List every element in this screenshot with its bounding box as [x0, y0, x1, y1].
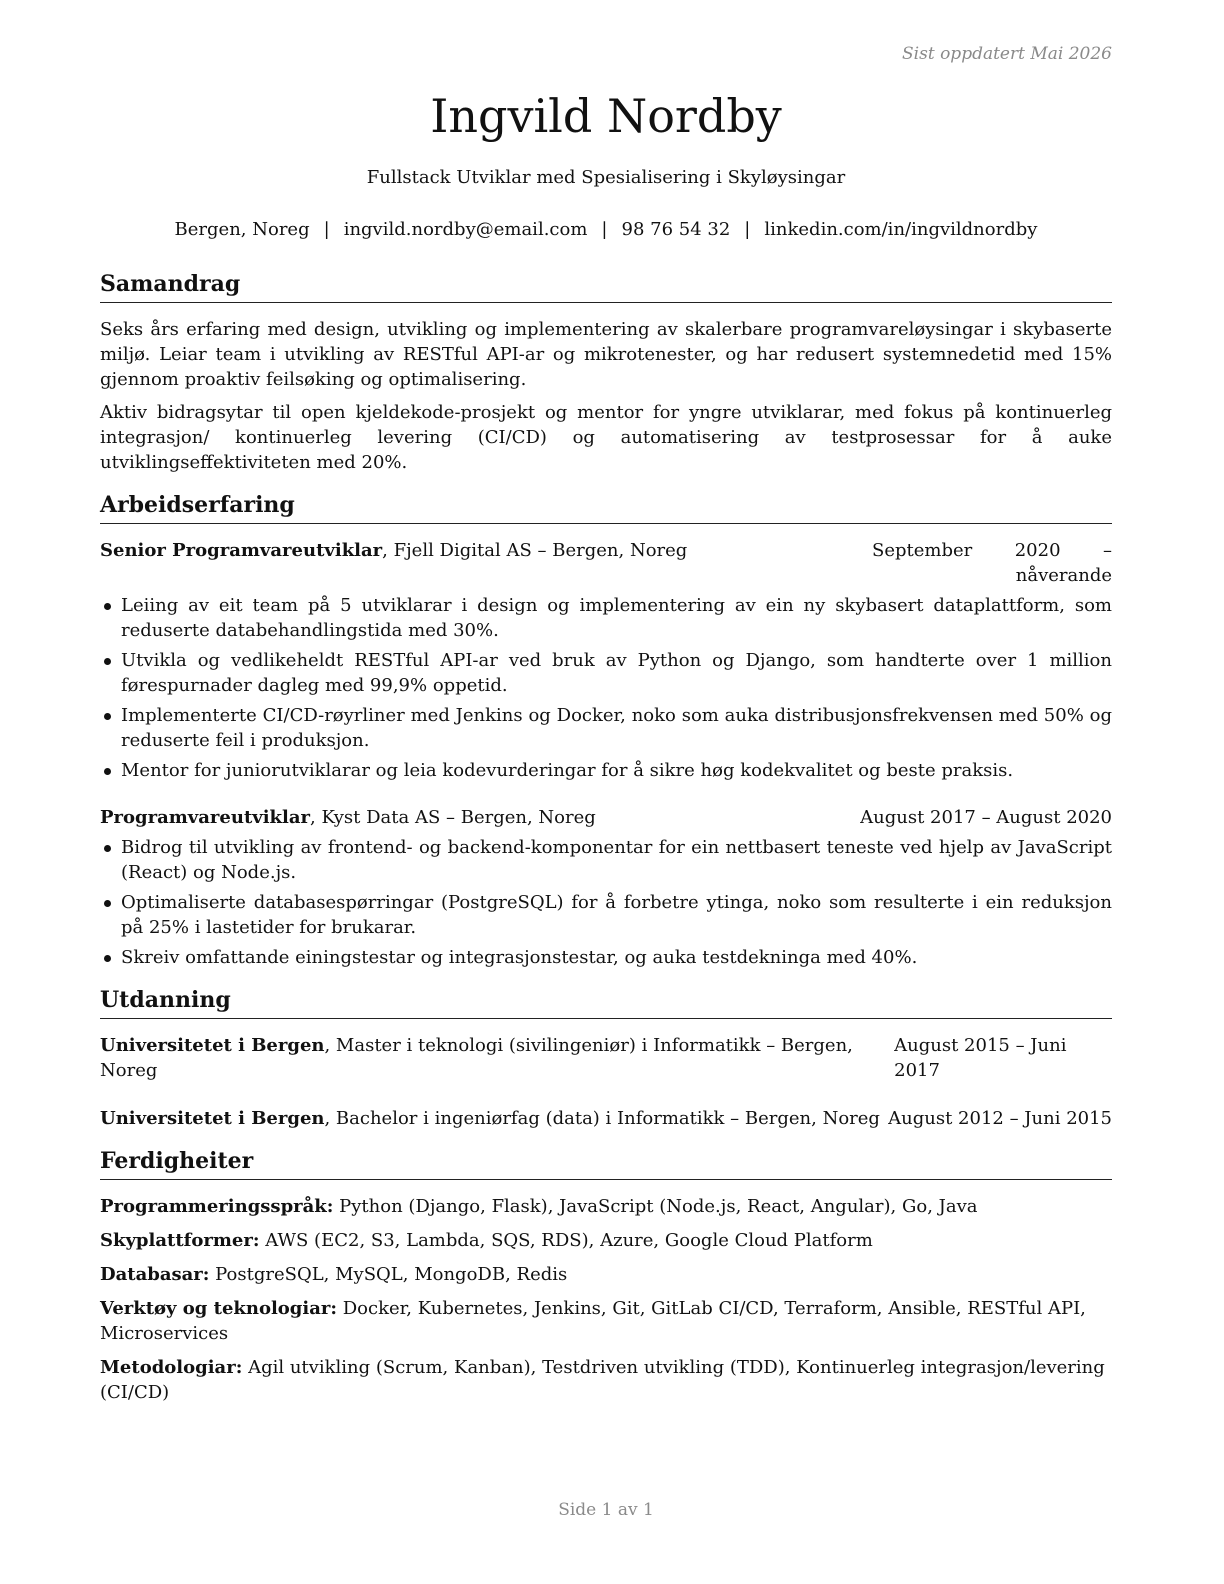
contact-email[interactable]: ingvild.nordby@email.com [343, 219, 588, 240]
contact-phone: 98 76 54 32 [621, 219, 731, 240]
job-bullet-text: Utvikla og vedlikeheldt RESTful API-ar ved bruk av Python og Django, som handterte over 1 million førespurnader dagleg med 99,9% oppetid. [121, 650, 1112, 696]
job-title-line [100, 805, 840, 830]
contact-separator: | [744, 219, 751, 240]
education-section [100, 984, 1112, 1131]
education-dates: August 2015 – Juni 2017 [894, 1035, 1067, 1081]
bullet-icon [104, 845, 111, 852]
job-company: , Fjell Digital AS – Bergen, Noreg [382, 540, 688, 561]
job-header [100, 538, 1112, 588]
job-bullet [100, 945, 1112, 970]
skill-value: Docker, Kubernetes, Jenkins, Git, GitLab CI/CD, Terraform, Ansible, RESTful API, Microservices [100, 1298, 1086, 1344]
page-footer: Side 1 av 1 [558, 1500, 654, 1520]
job-title-line [100, 538, 852, 588]
job-entry [100, 538, 1112, 783]
job-bullet [100, 593, 1112, 643]
education-degree: , Bachelor i ingeniørfag (data) i Informatikk – Bergen, Noreg [324, 1108, 880, 1129]
job-bullet-text: Optimaliserte databasespørringar (PostgreSQL) for å forbetre ytinga, noko som resulterte i ein reduksjon på 25% i lastetider for brukarar. [121, 892, 1112, 938]
skill-label: Metodologiar: [100, 1357, 243, 1378]
contact-location: Bergen, Noreg [174, 219, 310, 240]
last-updated: Sist oppdatert Mai 2026 [902, 44, 1112, 64]
skill-label: Databasar: [100, 1264, 210, 1285]
job-bullet [100, 890, 1112, 940]
section-title-education: Utdanning [100, 984, 1112, 1019]
summary-paragraph: Aktiv bidragsytar til open kjeldekode-prosjekt og mentor for yngre utviklarar, med fokus på kontinuerleg integrasjon/ kontinuerleg levering (CI/CD) og automatisering av testprosessar for å auke utviklingseffektiviteten med 20%. [100, 402, 1112, 473]
skill-line [100, 1228, 1112, 1253]
skills-section [100, 1145, 1112, 1405]
education-entry [100, 1033, 1112, 1083]
skill-value: PostgreSQL, MySQL, MongoDB, Redis [209, 1264, 568, 1285]
job-role: Senior Programvareutviklar [100, 540, 383, 561]
job-dates: August 2017 – August 2020 [860, 807, 1112, 828]
bullet-icon [104, 713, 111, 720]
job-bullet [100, 648, 1112, 698]
education-school: Universitetet i Bergen [100, 1035, 325, 1056]
skill-line [100, 1194, 1112, 1219]
skill-line [100, 1262, 1112, 1287]
resume-page [100, 0, 1112, 1584]
job-bullet [100, 758, 1112, 783]
summary-section [100, 268, 1112, 475]
skill-label: Skyplattformer: [100, 1230, 260, 1251]
education-school: Universitetet i Bergen [100, 1108, 325, 1129]
contact-separator: | [601, 219, 608, 240]
job-bullet-text: Leiing av eit team på 5 utviklarar i design og implementering av ein ny skybasert dataplattform, som reduserte databehandlingstida med 30%. [121, 595, 1112, 641]
candidate-subtitle: Fullstack Utviklar med Spesialisering i Skyløysingar [366, 167, 846, 188]
skill-label: Programmeringsspråk: [100, 1196, 334, 1217]
skill-line [100, 1296, 1112, 1346]
experience-section [100, 489, 1112, 970]
bullet-icon [104, 603, 111, 610]
job-bullet-text: Bidrog til utvikling av frontend- og backend-komponentar for ein nettbasert teneste ved hjelp av JavaScript (React) og Node.js. [121, 837, 1112, 883]
job-bullets [100, 835, 1112, 970]
job-bullet-text: Skreiv omfattande einingstestar og integrasjonstestar, og auka testdekninga med 40%. [121, 947, 918, 968]
contact-linkedin[interactable]: linkedin.com/in/ingvildnordby [764, 219, 1038, 240]
bullet-icon [104, 658, 111, 665]
candidate-name: Ingvild Nordby [430, 89, 782, 143]
job-bullet-text: Implementerte CI/CD-røyrliner med Jenkins og Docker, noko som auka distribusjonsfrekvensen med 50% og reduserte feil i produksjon. [121, 705, 1112, 751]
summary-paragraph: Seks års erfaring med design, utvikling og implementering av skalerbare programvareløysingar i skybaserte miljø. Leiar team i utvikling av RESTful API-ar og mikrotenester, og har redusert systemnedetid med 15% gjennom proaktiv feilsøking og optimalisering. [100, 319, 1112, 390]
education-dates: August 2012 – Juni 2015 [888, 1108, 1112, 1129]
job-role: Programvareutviklar [100, 807, 311, 828]
skill-label: Verktøy og teknologiar: [100, 1298, 338, 1319]
job-company: , Kyst Data AS – Bergen, Noreg [310, 807, 596, 828]
job-bullets [100, 593, 1112, 783]
job-bullet [100, 703, 1112, 753]
skill-value: Python (Django, Flask), JavaScript (Node.js, React, Angular), Go, Java [333, 1196, 978, 1217]
education-title-line [100, 1106, 880, 1131]
section-title-summary: Samandrag [100, 268, 1112, 303]
education-entry [100, 1106, 1112, 1131]
bullet-icon [104, 955, 111, 962]
section-title-experience: Arbeidserfaring [100, 489, 1112, 524]
contact-separator: | [323, 219, 330, 240]
skill-value: AWS (EC2, S3, Lambda, SQS, RDS), Azure, Google Cloud Platform [259, 1230, 873, 1251]
contact-line [100, 219, 1112, 240]
resume-content [100, 268, 1112, 1405]
job-entry [100, 805, 1112, 970]
job-bullet [100, 835, 1112, 885]
job-dates: September 2020 – nåverande [872, 540, 1112, 586]
skill-value: Agil utvikling (Scrum, Kanban), Testdriven utvikling (TDD), Kontinuerleg integrasjon/levering (CI/CD) [100, 1357, 1105, 1403]
skill-line [100, 1355, 1112, 1405]
bullet-icon [104, 768, 111, 775]
education-degree: , Master i teknologi (sivilingeniør) i Informatikk – Bergen, Noreg [100, 1035, 853, 1081]
section-title-skills: Ferdigheiter [100, 1145, 1112, 1180]
bullet-icon [104, 900, 111, 907]
job-bullet-text: Mentor for juniorutviklarar og leia kodevurderingar for å sikre høg kodekvalitet og beste praksis. [121, 760, 1014, 781]
job-header [100, 805, 1112, 830]
education-title-line [100, 1033, 894, 1083]
